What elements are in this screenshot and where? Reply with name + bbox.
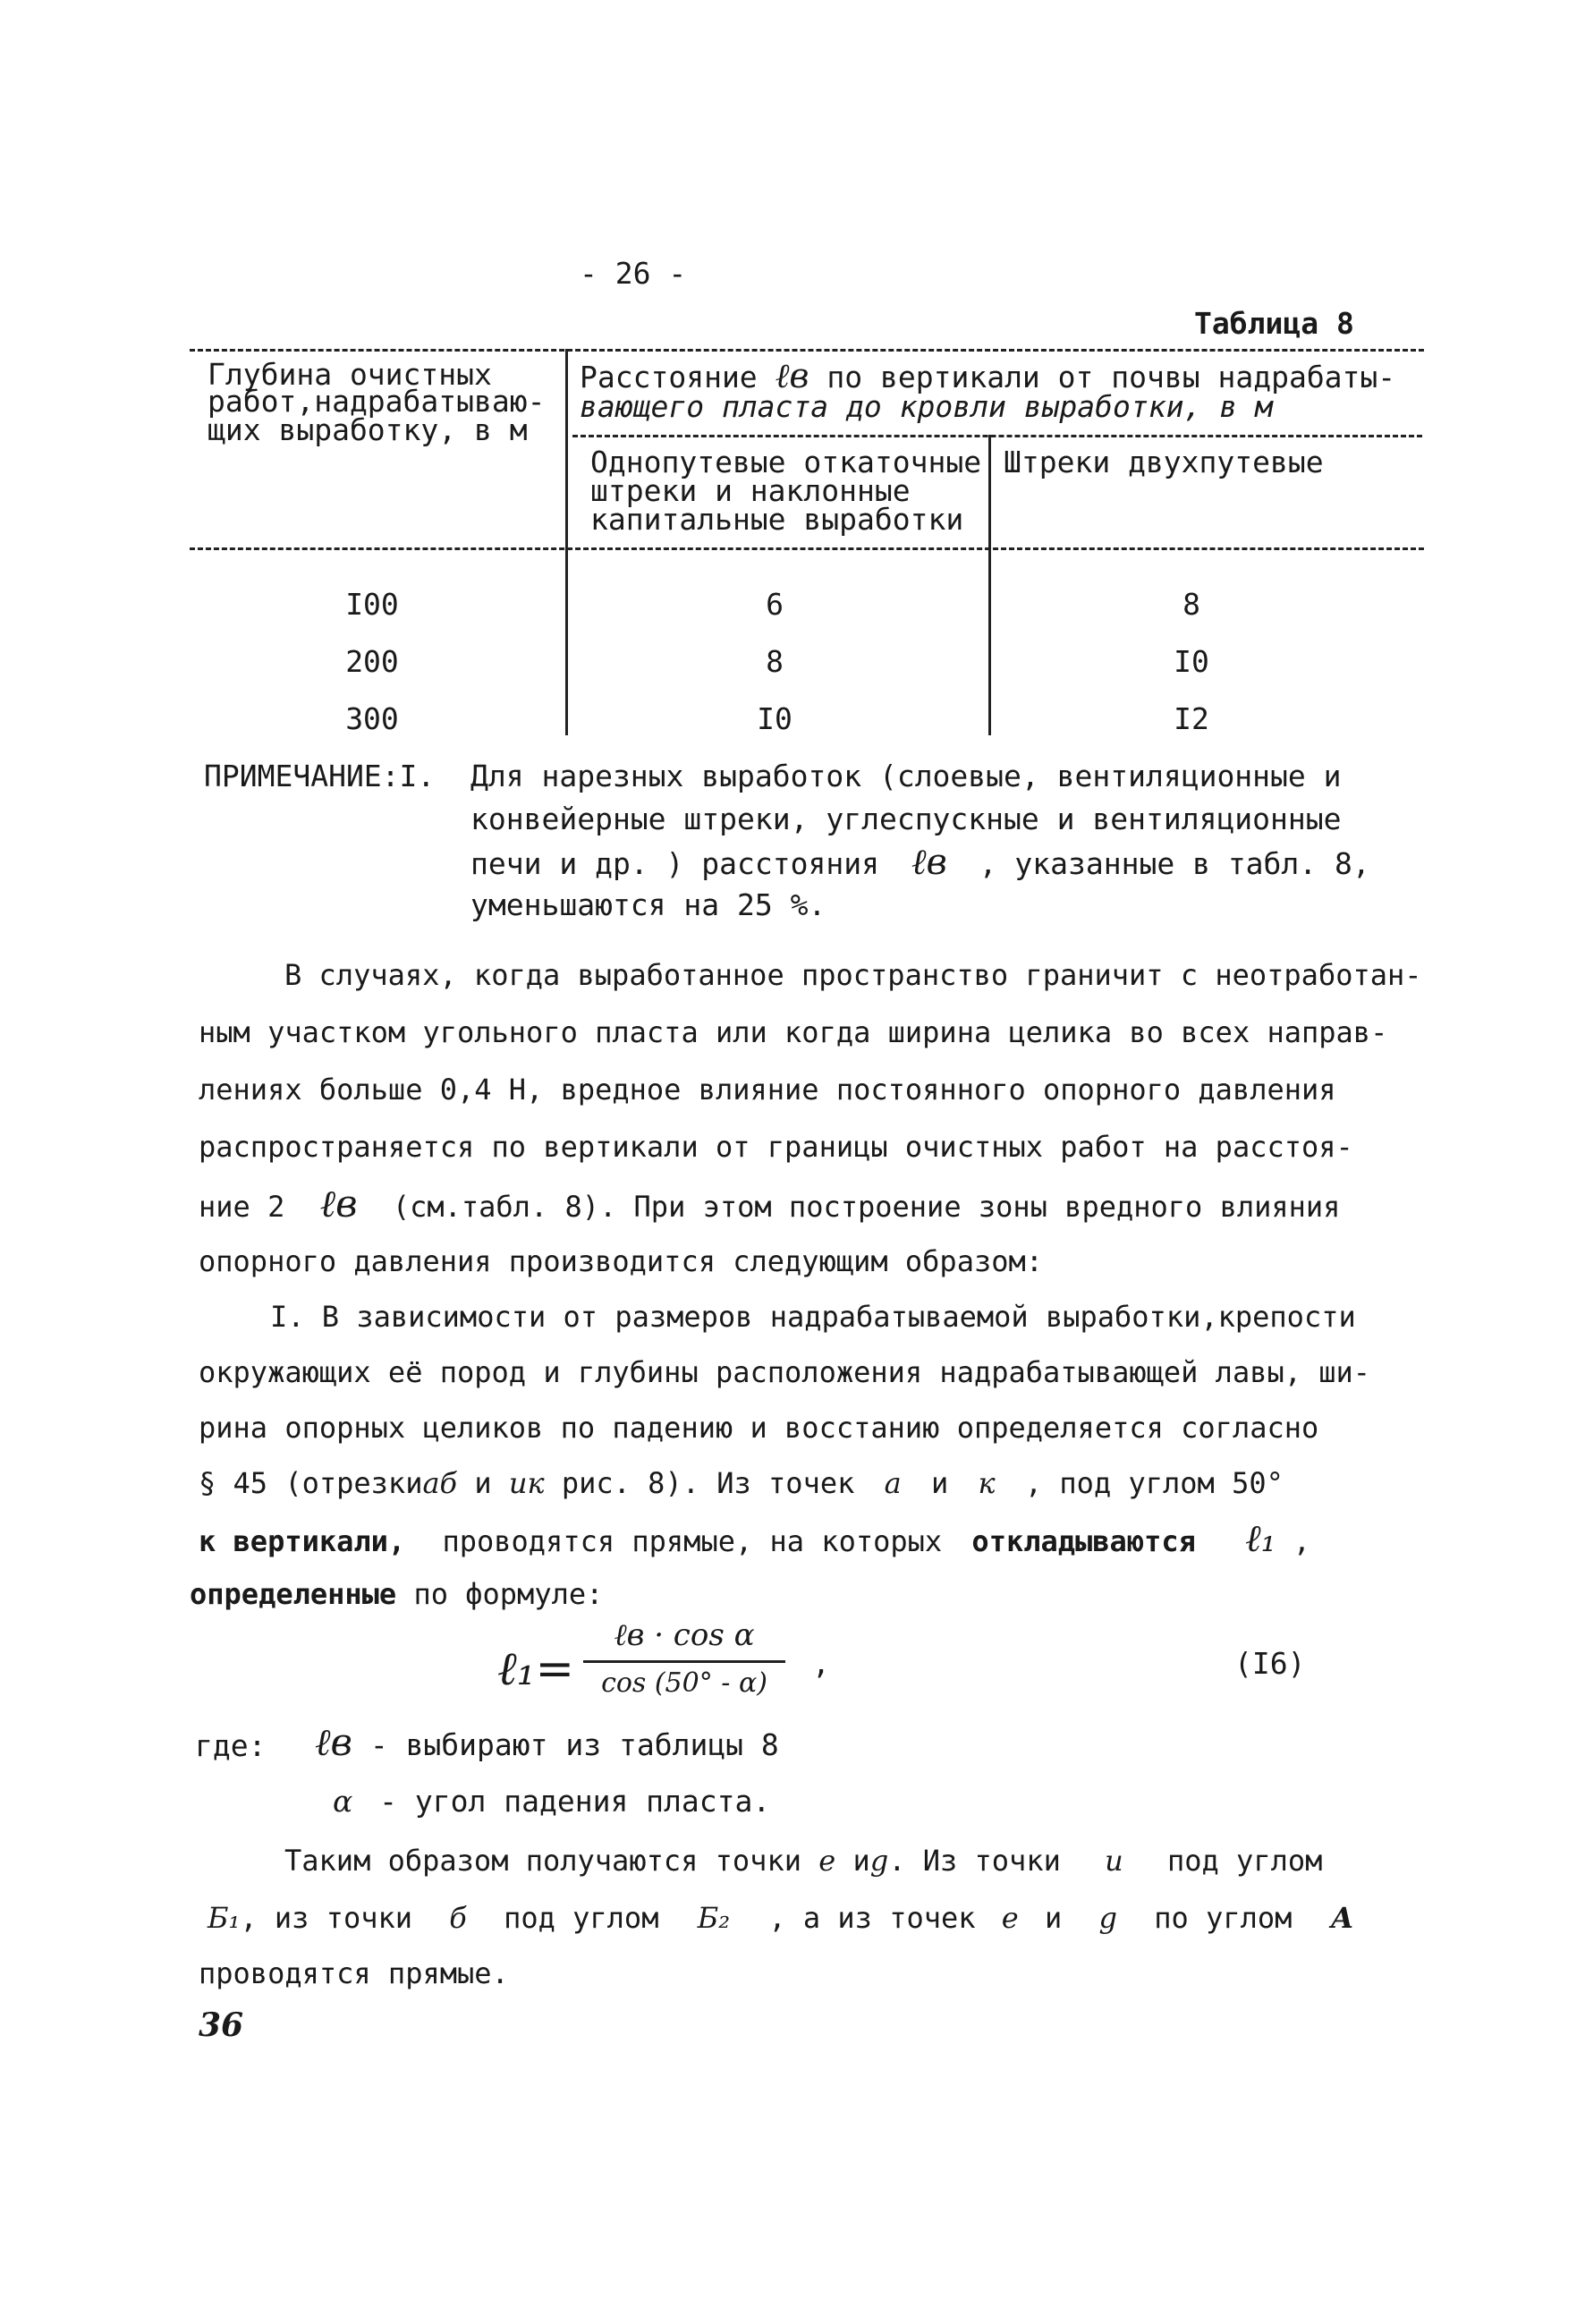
formula-number: (I6) [1234, 1646, 1306, 1681]
formula-denominator: cos (50° - α) [601, 1667, 767, 1699]
closing-l2c: , а из точек [768, 1901, 976, 1935]
p2-l6b: по формуле: [413, 1577, 604, 1611]
closing-l1b: и [852, 1844, 870, 1878]
p2-l4a: § 45 (отрезки [199, 1466, 423, 1500]
note-line2: конвейерные штреки, углеспускные и вентиляционные [470, 802, 1342, 836]
p2-l5a: к вертикали, [199, 1524, 406, 1558]
p2-l4c: рис. 8). Из точек [561, 1466, 855, 1500]
footer-number: 36 [199, 2006, 244, 2044]
table-subcol1-l3: капитальные выработки [590, 502, 964, 537]
table-subcol2: Штреки двухпутевые [1004, 445, 1324, 479]
table-row-depth: 300 [345, 701, 399, 736]
note-line3b: , указанные в табл. 8, [979, 846, 1370, 881]
point-e: е [818, 1844, 836, 1878]
where-line1 [315, 1720, 779, 1764]
table-vline-2 [988, 435, 991, 735]
angle-b2: Б₂ [697, 1901, 731, 1935]
group-header-text: по вертикали от почвы надрабаты- [826, 360, 1396, 394]
point-k: к [978, 1466, 996, 1500]
p2-l5b: проводятся прямые, на которых [442, 1524, 943, 1558]
table-header-rule [190, 547, 1424, 550]
symbol-lv: ℓв [319, 1182, 358, 1226]
table-row-depth: 200 [345, 644, 399, 679]
paragraph-line [190, 1576, 603, 1612]
table-col1-header-l1: Глубина очистных [208, 357, 492, 392]
p1-l5a: ние 2 [199, 1190, 285, 1224]
table-row-single: I0 [757, 701, 792, 736]
table-row-single: 6 [766, 587, 784, 622]
p2-l5c: откладываются [971, 1524, 1196, 1558]
group-header-prefix: Расстояние [580, 360, 758, 394]
paragraph-line: рина опорных целиков по падению и восстанию определяется согласно [199, 1411, 1319, 1445]
symbol-alpha: α [333, 1784, 353, 1819]
paragraph-line [208, 1900, 1354, 1936]
table-row-single: 8 [766, 644, 784, 679]
point-g: g [1098, 1901, 1117, 1935]
closing-l1c: . Из точки [888, 1844, 1061, 1878]
symbol-lv: ℓв [911, 842, 947, 883]
p2-l4d: и [930, 1466, 949, 1500]
symbol-lv: ℓв [315, 1720, 352, 1764]
paragraph-line: опорного давления производится следующим образом: [199, 1244, 1044, 1278]
closing-l2b: под углом [504, 1901, 659, 1935]
paragraph-line: ным участком угольного пласта или когда ширина целика во всех направ- [199, 1015, 1388, 1049]
closing-l2e: по углом [1154, 1901, 1293, 1935]
paragraph-line: к вертикали, проводятся прямые, на которых откладываются ℓ₁ , [199, 1516, 1311, 1560]
closing-l1a: Таким образом получаются точки [284, 1844, 801, 1878]
paragraph-line: распространяется по вертикали от границы очистных работ на расстоя- [199, 1130, 1353, 1164]
paragraph-line: I. В зависимости от размеров надрабатываемой выработки,крепости [270, 1300, 1356, 1334]
closing-l1d: под углом [1166, 1844, 1323, 1878]
where-line1-text: - выбирают из таблицы 8 [369, 1727, 779, 1762]
table-top-rule [190, 349, 1424, 352]
paragraph-line [199, 1465, 1284, 1501]
table-vline-1 [565, 349, 568, 735]
table-group-rule [572, 435, 1422, 437]
paragraph-line [199, 1182, 1341, 1226]
table-group-header-line2: вающего пласта до кровли выработки, в м [580, 389, 1273, 424]
segment-ik: ик [508, 1466, 545, 1500]
note-line3a: печи и др. ) расстояния [470, 846, 879, 881]
point-b: б [449, 1901, 467, 1935]
table-row-depth: I00 [345, 587, 399, 622]
note-label: ПРИМЕЧАНИЕ:I. [204, 759, 436, 793]
angle-a: А [1330, 1901, 1354, 1935]
symbol-l1: ℓ₁ [1245, 1516, 1276, 1560]
point-g: g [869, 1844, 889, 1878]
where-label: где: [195, 1728, 267, 1763]
table-row-double: 8 [1182, 587, 1200, 622]
table-col1-header-l3: щих выработку, в м [208, 412, 528, 447]
p2-l6a: определенные [190, 1577, 397, 1611]
paragraph-line [284, 1843, 1322, 1879]
paragraph-line: лениях больше 0,4 Н, вредное влияние постоянного опорного давления [199, 1073, 1336, 1107]
formula-comma: , [812, 1646, 830, 1681]
p1-l5b: (см.табл. 8). При этом построение зоны вредного влияния [392, 1190, 1341, 1224]
note-line4: уменьшаются на 25 %. [470, 887, 826, 922]
point-e: е [1001, 1901, 1019, 1935]
p2-l4b: и [474, 1466, 492, 1500]
angle-b1: Б₁ [208, 1901, 241, 1935]
note-line1: Для нарезных выработок (слоевые, вентиляционные и [470, 759, 1342, 793]
table-row-double: I2 [1174, 701, 1209, 736]
point-i: и [1105, 1844, 1123, 1878]
segment-ab: аб [422, 1466, 458, 1500]
point-a: а [884, 1466, 902, 1500]
page-number: - 26 - [580, 256, 687, 291]
paragraph-line: В случаях, когда выработанное пространство граничит с неотработан- [284, 958, 1422, 992]
symbol-lv: ℓв [775, 356, 809, 395]
table-subcol1-l1: Однопутевые откаточные [590, 445, 982, 479]
p2-l4e: , под углом 50° [1024, 1466, 1284, 1500]
formula-lhs: ℓ₁= [497, 1642, 575, 1696]
table-caption: Таблица 8 [1194, 306, 1354, 341]
formula-numerator: ℓв · cos α [614, 1617, 755, 1653]
paragraph-line: проводятся прямые. [199, 1956, 509, 1990]
table-col1-header-l2: работ,надрабатываю- [208, 384, 546, 419]
closing-l2d: и [1044, 1901, 1063, 1935]
closing-l2a: , из точки [240, 1901, 412, 1935]
formula-fraction-bar [583, 1660, 785, 1663]
where-line2-text: - угол падения пласта. [379, 1784, 771, 1819]
where-line2 [333, 1784, 770, 1819]
table-subcol1-l2: штреки и наклонные [590, 473, 911, 508]
note-line3 [470, 844, 1370, 882]
table-row-double: I0 [1174, 644, 1209, 679]
paragraph-line: окружающих её пород и глубины расположения надрабатывающей лавы, ши- [199, 1355, 1371, 1389]
